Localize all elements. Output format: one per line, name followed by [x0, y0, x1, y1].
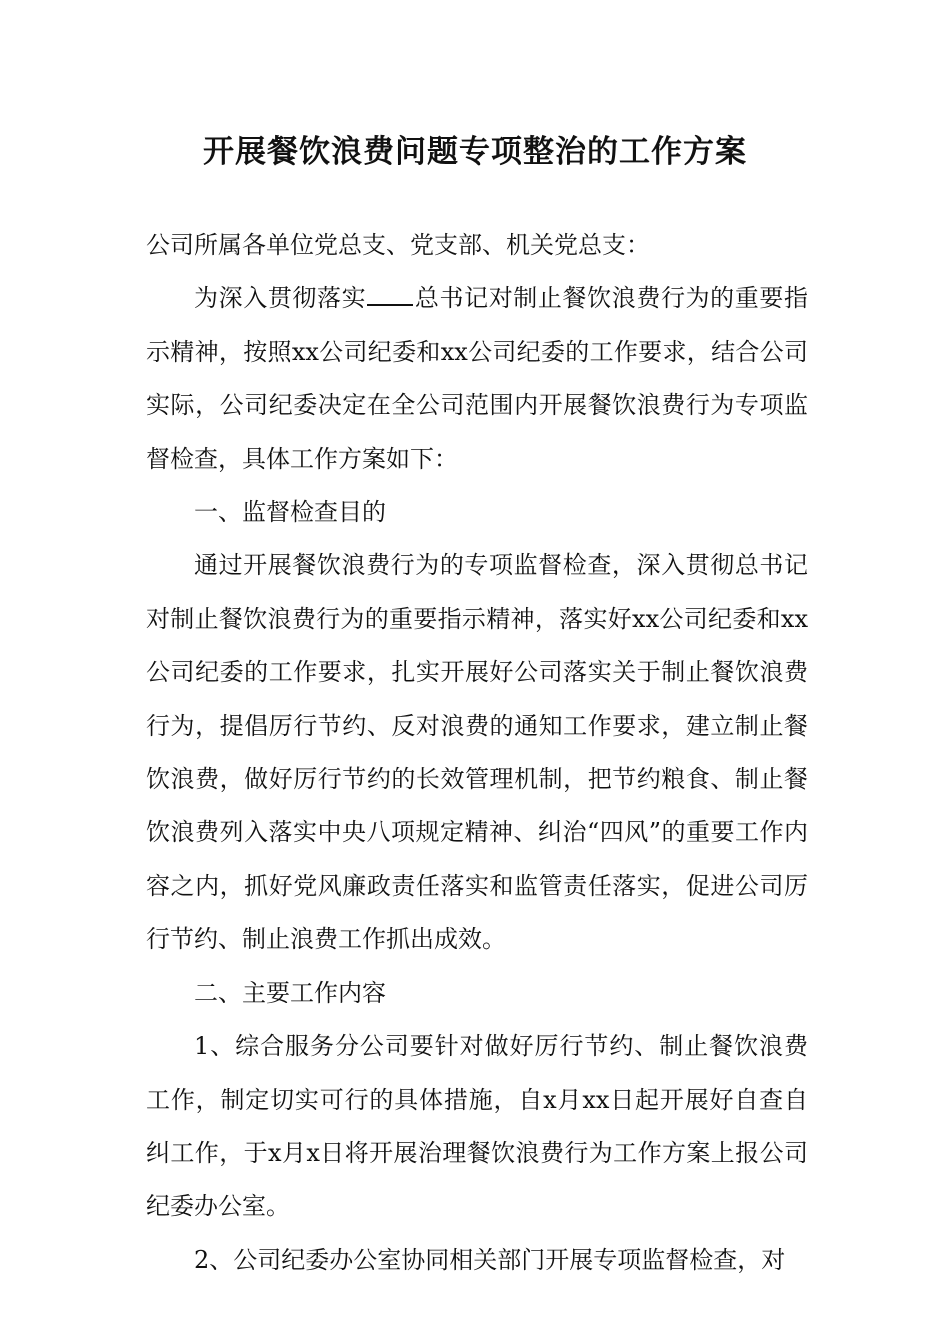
- list-item-2: 2、公司纪委办公室协同相关部门开展专项监督检查，对: [194, 1245, 786, 1274]
- intro-text-rest: 总书记对制止餐饮浪费行为的重要指示精神，按照xx公司纪委和xx公司纪委的工作要求，结合公司实际，公司纪委决定在全公司范围内开展餐饮浪费行为专项监督检查，具体工作方案如下：: [146, 284, 809, 473]
- section-heading-1: 一、监督检查目的: [194, 498, 386, 527]
- intro-text-start: 为深入贯彻落实: [194, 284, 367, 313]
- list-item-1: 1、综合服务分公司要针对做好厉行节约、制止餐饮浪费工作，制定切实可行的具体措施，自x月xx日起开展好自查自纠工作，于x月x日将开展治理餐饮浪费行为工作方案上报公司纪委办公室。: [146, 1032, 808, 1221]
- salutation: 公司所属各单位党总支、党支部、机关党总支：: [146, 231, 650, 259]
- document-title: 开展餐饮浪费问题专项整治的工作方案: [203, 134, 747, 170]
- section-heading-2: 二、主要工作内容: [194, 978, 386, 1007]
- paragraph-purpose: 通过开展餐饮浪费行为的专项监督检查，深入贯彻总书记对制止餐饮浪费行为的重要指示精神，落实好xx公司纪委和xx公司纪委的工作要求，扎实开展好公司落实关于制止餐饮浪费行为，提倡厉行节约、反对浪费的通知工作要求，建立制止餐饮浪费，做好厉行节约的长效管理机制，把节约粮食、制止餐饮浪费列入落实中央八项规定精神、纠治“四风”的重要工作内容之内，抓好党风廉政责任落实和监管责任落实，促进公司厉行节约、制止浪费工作抓出成效。: [146, 551, 808, 954]
- blank-underline: [367, 282, 413, 306]
- paragraph-intro: [146, 272, 808, 486]
- document-body: [146, 219, 808, 1287]
